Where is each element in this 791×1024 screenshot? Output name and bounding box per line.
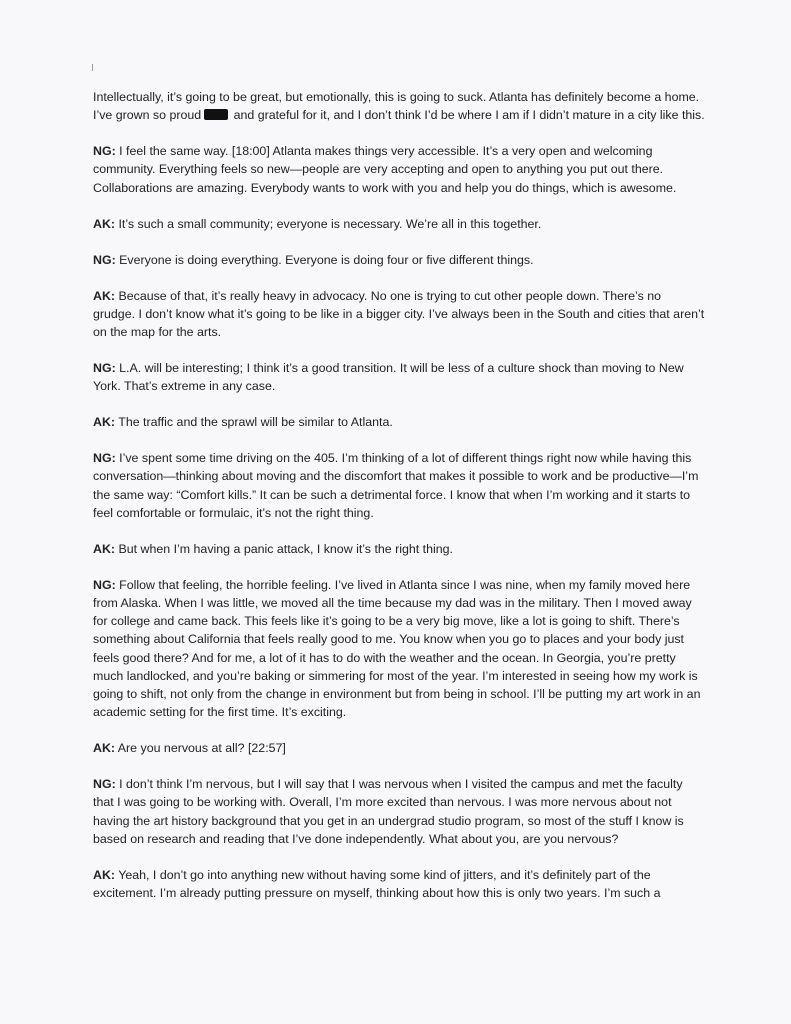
page-mark: [92, 64, 93, 71]
speaker-label: NG:: [93, 577, 116, 592]
paragraph-4: [93, 287, 705, 342]
paragraph-12: [93, 866, 705, 902]
paragraph-text: It’s such a small community; everyone is necessary. We’re all in this together.: [115, 216, 542, 231]
paragraph-7: [93, 449, 705, 522]
speaker-label: AK:: [93, 867, 116, 882]
paragraph-text: L.A. will be interesting; I think it’s a good transition. It will be less of a culture shock than moving to New York. That’s extreme in any case.: [93, 361, 684, 394]
speaker-label: NG:: [93, 252, 116, 267]
paragraph-text: Follow that feeling, the horrible feeling. I’ve lived in Atlanta since I was nine, when my family moved here from Alaska. When I was little, we moved all the time because my dad was in the military. Then I moved away for college and came back. This feels like it’s going to be a very big move, like a lot is going to shift. There’s something about California that feels really good to me. You know when you go to places and your body just feels good there? And for me, a lot of it has to do with the weather and the ocean. In Georgia, you’re pretty much landlocked, and you’re baking or simmering for most of the year. I’m interested in seeing how my work is going to shift, not only from the change in environment but from being in school. I’ll be putting my art work in an academic setting for the first time. It’s exciting.: [93, 577, 701, 720]
paragraph-text: I feel the same way. [18:00] Atlanta makes things very accessible. It’s a very open and welcoming community. Everything feels so new—people are very accepting and open to anything you put out there. Collaborations are amazing. Everybody wants to work with you and help you do things, which is awesome.: [93, 144, 677, 195]
transcript-body: [93, 88, 705, 920]
speaker-label: NG:: [93, 144, 116, 159]
paragraph-3: [93, 251, 705, 269]
paragraph-text: I don’t think I’m nervous, but I will say that I was nervous when I visited the campus and met the faculty that I was going to be working with. Overall, I’m more excited than nervous. I was more nervous about not having the art history background that you get in an undergrad studio program, so most of the stuff I know is based on research and reading that I’ve done independently. What about you, are you nervous?: [93, 777, 684, 846]
speaker-label: NG:: [93, 451, 116, 466]
paragraph-9: [93, 576, 705, 722]
paragraph-text: Yeah, I don’t go into anything new without having some kind of jitters, and it’s definitely part of the excitement. I’m already putting pressure on myself, thinking about how this is only two years. I’m such a: [93, 867, 661, 901]
paragraph-0-text-after: and grateful for it, and I don’t think I’d be where I am if I didn’t mature in a city like this.: [230, 108, 705, 123]
paragraph-text: I’ve spent some time driving on the 405. I’m thinking of a lot of different things right now while having this conversation—thinking about moving and the discomfort that makes it possible to work and be productive—I’m the same way: “Comfort kills.” It can be such a detrimental force. I know that when I’m working and it starts to feel comfortable or formulaic, it’s not the right thing.: [93, 451, 699, 520]
speaker-label: NG:: [93, 361, 116, 376]
paragraph-text: Everyone is doing everything. Everyone is doing four or five different things.: [115, 252, 534, 267]
paragraph-10: [93, 739, 705, 757]
speaker-label: AK:: [93, 288, 116, 303]
paragraph-0-text-before: Intellectually, it’s going to be great, but emotionally, this is going to suck. Atlanta has definitely become a home. I’ve grown so proud: [93, 90, 700, 123]
paragraph-text: But when I’m having a panic attack, I know it’s the right thing.: [115, 541, 453, 556]
speaker-label: AK:: [93, 741, 116, 756]
paragraph-1: [93, 142, 705, 197]
paragraph-text: The traffic and the sprawl will be similar to Atlanta.: [115, 415, 393, 430]
paragraph-2: [93, 215, 705, 233]
paragraph-6: [93, 413, 705, 431]
redaction-mark: [204, 109, 228, 120]
speaker-label: AK:: [93, 415, 116, 430]
speaker-label: AK:: [93, 216, 116, 231]
speaker-label: AK:: [93, 541, 116, 556]
paragraph-5: [93, 359, 705, 395]
paragraph-text: Are you nervous at all? [22:57]: [115, 741, 286, 756]
speaker-label: NG:: [93, 777, 116, 792]
paragraph-8: [93, 540, 705, 558]
paragraph-11: [93, 775, 705, 848]
paragraph-0: [93, 88, 705, 124]
paragraph-text: Because of that, it’s really heavy in advocacy. No one is trying to cut other people down. There’s no grudge. I don’t know what it’s going to be like in a bigger city. I’ve always been in the South and cities that aren’t on the map for the arts.: [93, 288, 705, 340]
